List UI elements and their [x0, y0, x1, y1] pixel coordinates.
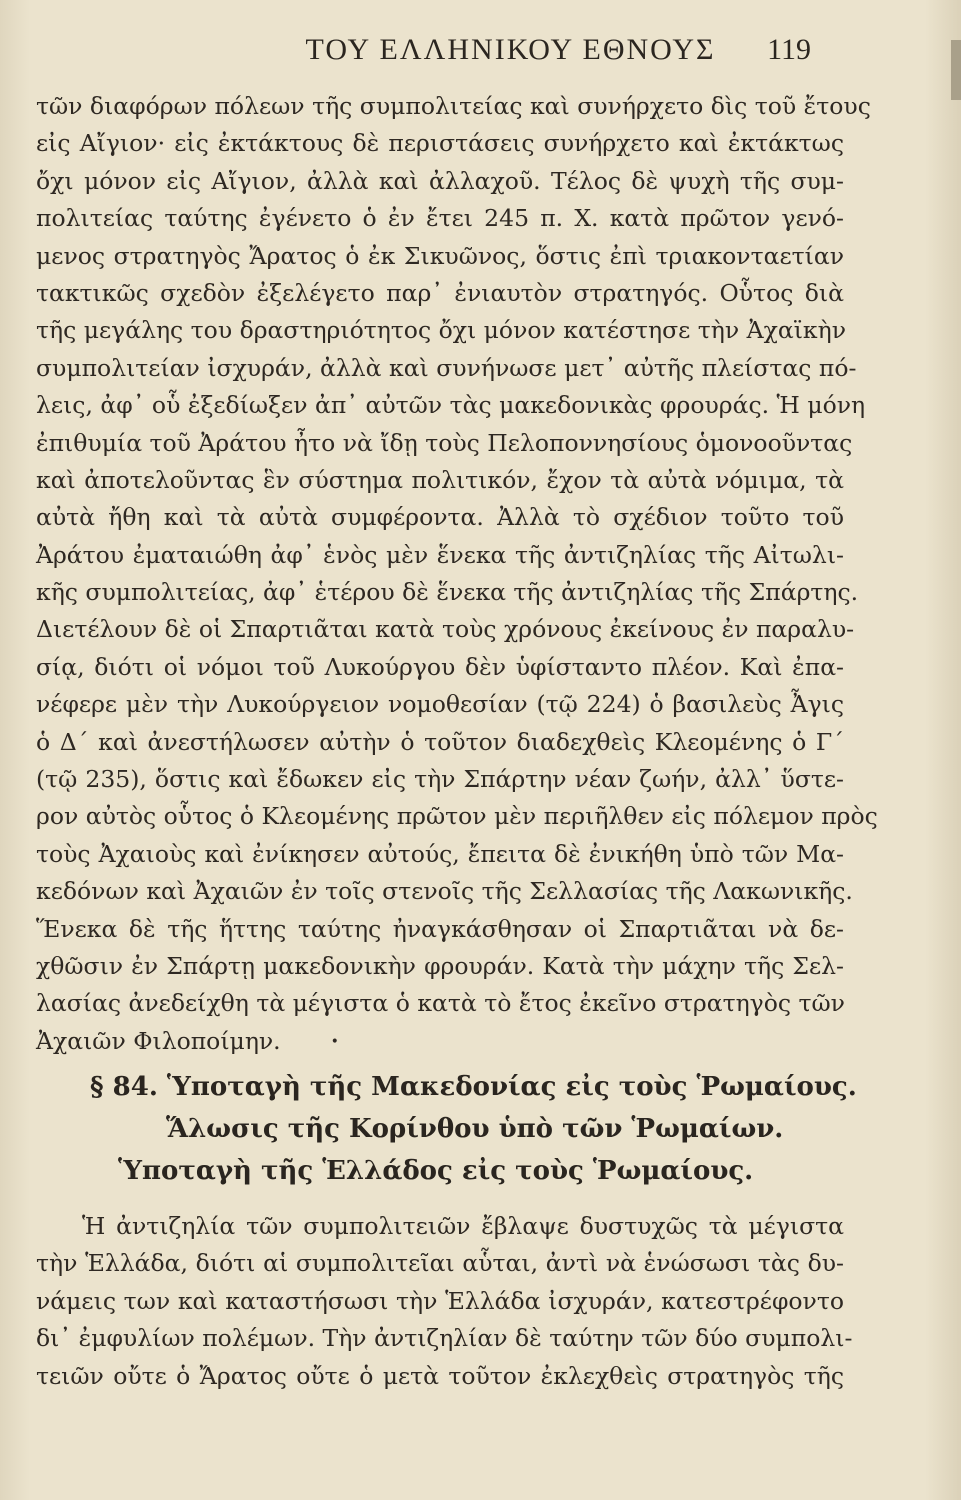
text-line: ὄχι μόνον εἰς Αἴγιον, ἀλλὰ καὶ ἀλλαχοῦ. Τέλος δὲ ψυχὴ τῆς συμ- [36, 166, 844, 195]
text-line: σίᾳ, διότι οἱ νόμοι τοῦ Λυκούργου δὲν ὑφίσταντο πλέον. Καὶ ἐπα- [36, 652, 844, 681]
text-line: τῶν διαφόρων πόλεων τῆς συμπολιτείας καὶ συνήρχετο δὶς τοῦ ἔτους [36, 92, 871, 120]
page-number: 119 [767, 33, 811, 66]
text-line: τῆς μεγάλης του δραστηριότητος ὄχι μόνον κατέστησε τὴν Ἀχαϊκὴν [36, 316, 846, 345]
text-line: Ἕνεκα δὲ τῆς ἥττης ταύτης ἠναγκάσθησαν οἱ Σπαρτιᾶται νὰ δε- [36, 914, 844, 943]
text-line: Διετέλουν δὲ οἱ Σπαρτιᾶται κατὰ τοὺς χρόνους ἐκείνους ἐν παραλυ- [36, 615, 855, 644]
text-line: χθῶσιν ἐν Σπάρτῃ μακεδονικὴν φρουράν. Κατὰ τὴν μάχην τῆς Σελ- [36, 951, 844, 980]
text-line: λασίας ἀνεδείχθη τὰ μέγιστα ὁ κατὰ τὸ ἔτος ἐκεῖνο στρατηγὸς τῶν [36, 989, 845, 1018]
running-head: ΤΟΥ ΕΛΛΗΝΙΚΟΥ ΕΘΝΟΥΣ [305, 33, 716, 66]
heading-line: § 84. Ὑποταγὴ τῆς Μακεδονίας εἰς τοὺς Ῥωμαίους. [90, 1072, 857, 1102]
text-line: δι᾽ ἐμφυλίων πολέμων. Τὴν ἀντιζηλίαν δὲ ταύτην τῶν δύο συμπολι- [36, 1324, 853, 1353]
text-line-last [36, 1023, 844, 1060]
heading-line: Ὑποταγὴ τῆς Ἑλλάδος εἰς τοὺς Ῥωμαίους. [118, 1156, 754, 1186]
text-line: νάμεις των καὶ καταστήσωσι τὴν Ἑλλάδα ἰσχυράν, κατεστρέφοντο [36, 1286, 844, 1315]
stray-print-mark: • [330, 1033, 339, 1050]
text-line: τακτικῶς σχεδὸν ἐξελέγετο παρ᾽ ἐνιαυτὸν στρατηγός. Οὗτος διὰ [36, 278, 844, 307]
page-edge-mark [951, 40, 961, 100]
paragraph-new [36, 1208, 853, 1395]
heading-line: Ἅλωσις τῆς Κορίνθου ὑπὸ τῶν Ῥωμαίων. [166, 1114, 784, 1144]
text-line: κῆς συμπολιτείας, ἀφ᾽ ἑτέρου δὲ ἕνεκα τῆς ἀντιζηλίας τῆς Σπάρτης. [36, 578, 859, 607]
text-line: Ἀράτου ἐματαιώθη ἀφ᾽ ἑνὸς μὲν ἕνεκα τῆς ἀντιζηλίας τῆς Αἰτωλι- [36, 540, 844, 569]
text-line: ρον αὐτὸς οὗτος ὁ Κλεομένης πρῶτον μὲν περιῆλθεν εἰς πόλεμον πρὸς [36, 802, 878, 831]
text-line: εἰς Αἴγιον· εἰς ἐκτάκτους δὲ περιστάσεις συνήρχετο καὶ ἐκτάκτως [36, 129, 844, 158]
paragraph-continued [36, 88, 878, 1060]
text-line: τειῶν οὔτε ὁ Ἄρατος οὔτε ὁ μετὰ τοῦτον ἐκλεχθεὶς στρατηγὸς τῆς [36, 1361, 844, 1390]
text-line: συμπολιτείαν ἰσχυράν, ἀλλὰ καὶ συνήνωσε μετ᾽ αὐτῆς πλείστας πό- [36, 353, 857, 382]
text-line: καὶ ἀποτελοῦντας ἓν σύστημα πολιτικόν, ἔχον τὰ αὐτὰ νόμιμα, τὰ [36, 465, 844, 494]
text-line: ὁ Δ´ καὶ ἀνεστήλωσεν αὐτὴν ὁ τοῦτον διαδεχθεὶς Κλεομένης ὁ Γ´ [36, 727, 844, 756]
text-line: τοὺς Ἀχαιοὺς καὶ ἐνίκησεν αὐτούς, ἔπειτα δὲ ἐνικήθη ὑπὸ τῶν Μα- [36, 839, 844, 868]
text-line: ἐπιθυμία τοῦ Ἀράτου ἦτο νὰ ἴδῃ τοὺς Πελοποννησίους ὁμονοοῦντας [36, 428, 853, 457]
text-line: μενος στρατηγὸς Ἄρατος ὁ ἐκ Σικυῶνος, ὅστις ἐπὶ τριακονταετίαν [36, 241, 844, 270]
text-line-content: Ἀχαιῶν Φιλοποίμην. [36, 1026, 281, 1055]
section-heading [76, 1066, 857, 1192]
text-line: νέφερε μὲν τὴν Λυκούργειον νομοθεσίαν (τῷ 224) ὁ βασιλεὺς Ἆγις [36, 690, 844, 719]
text-line: κεδόνων καὶ Ἀχαιῶν ἐν τοῖς στενοῖς τῆς Σελλασίας τῆς Λακωνικῆς. [36, 877, 853, 906]
text-line: Ἡ ἀντιζηλία τῶν συμπολιτειῶν ἔβλαψε δυστυχῶς τὰ μέγιστα [82, 1212, 844, 1240]
text-line: (τῷ 235), ὅστις καὶ ἔδωκεν εἰς τὴν Σπάρτην νέαν ζωήν, ἀλλ᾽ ὕστε- [36, 765, 844, 794]
text-line: αὐτὰ ἤθη καὶ τὰ αὐτὰ συμφέροντα. Ἀλλὰ τὸ σχέδιον τοῦτο τοῦ [36, 503, 844, 532]
text-line: λεις, ἀφ᾽ οὗ ἐξεδίωξεν ἀπ᾽ αὐτῶν τὰς μακεδονικὰς φρουράς. Ἡ μόνη [36, 391, 866, 420]
text-line: πολιτείας ταύτης ἐγένετο ὁ ἐν ἔτει 245 π. Χ. κατὰ πρῶτον γενό- [36, 204, 844, 233]
text-line: τὴν Ἑλλάδα, διότι αἱ συμπολιτεῖαι αὗται, ἀντὶ νὰ ἑνώσωσι τὰς δυ- [36, 1249, 844, 1278]
